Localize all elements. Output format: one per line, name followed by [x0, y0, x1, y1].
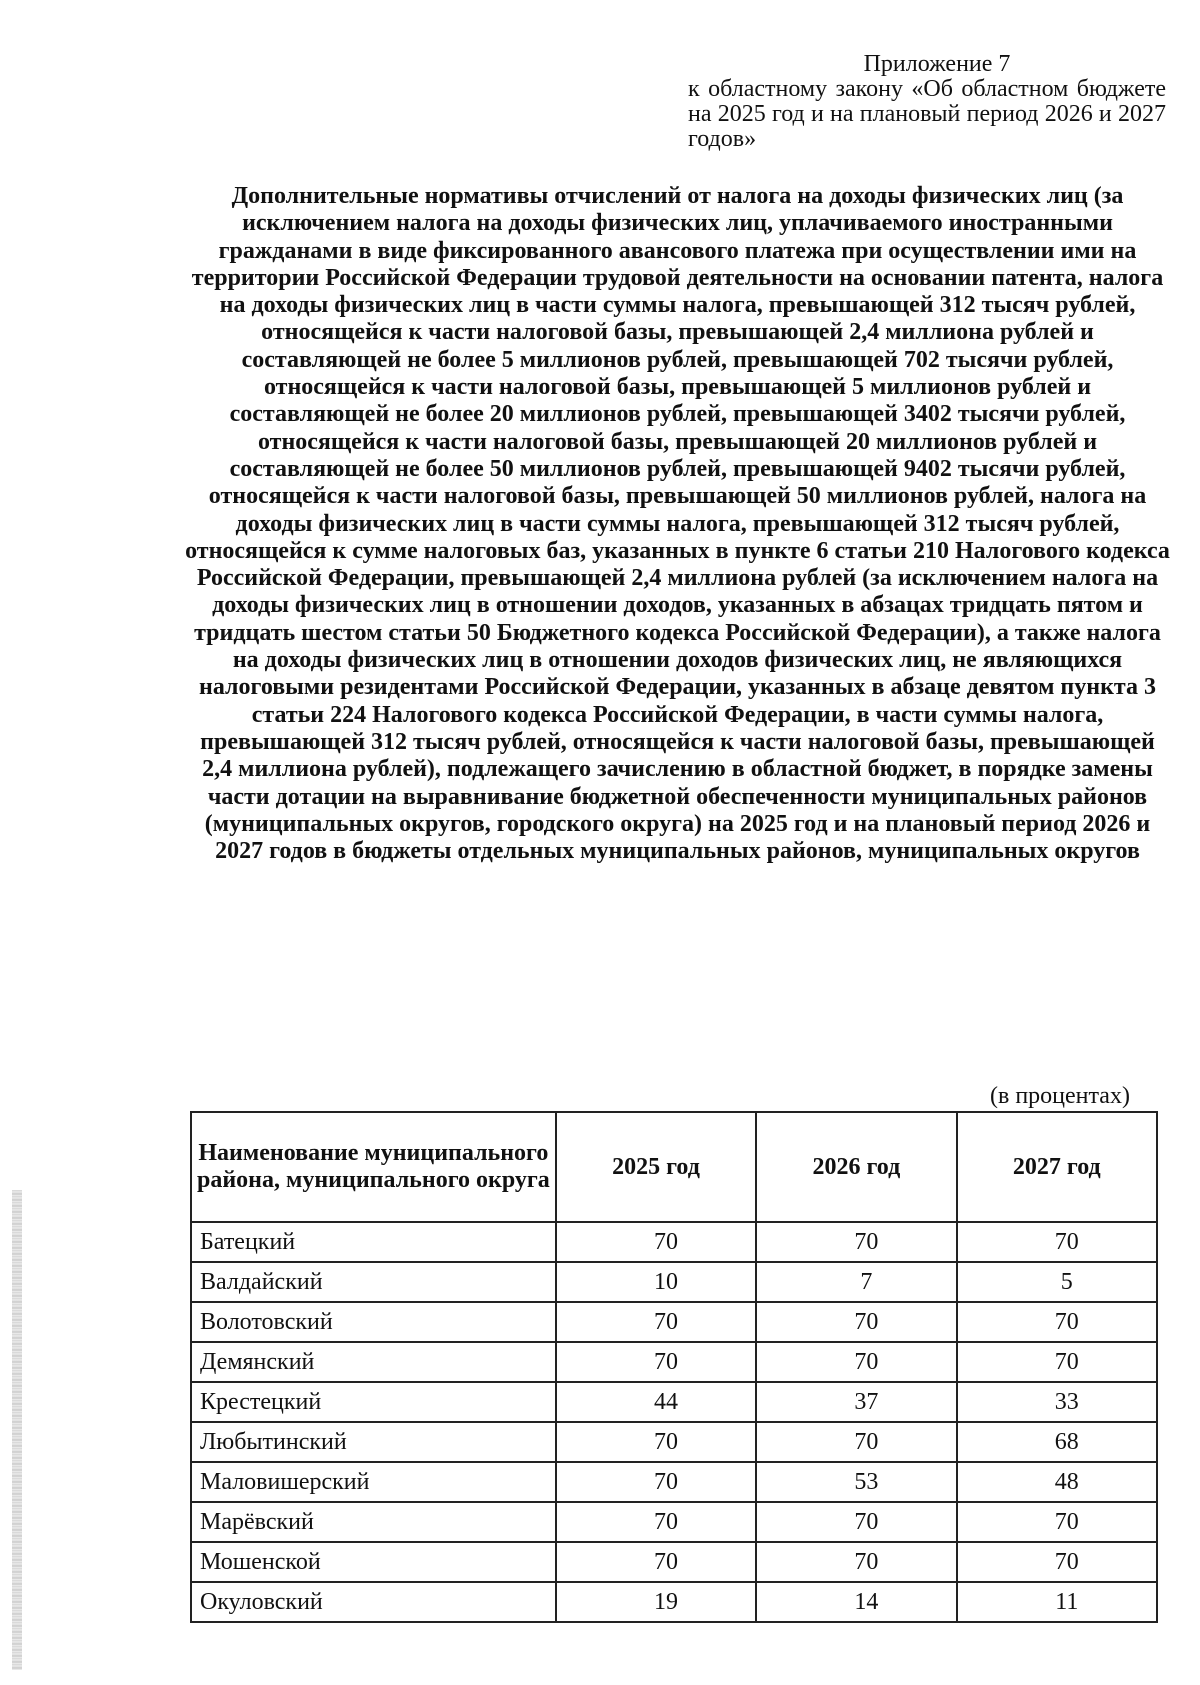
- value-2026: 70: [756, 1222, 956, 1262]
- header-year-2026: 2026 год: [756, 1112, 956, 1222]
- district-name: Крестецкий: [191, 1382, 556, 1422]
- value-2026: 14: [756, 1582, 956, 1622]
- table-row: [191, 1542, 1157, 1582]
- appendix-number: Приложение 7: [863, 51, 1011, 77]
- table-row: [191, 1222, 1157, 1262]
- district-name: Марёвский: [191, 1502, 556, 1542]
- table-row: [191, 1302, 1157, 1342]
- value-2025: 19: [556, 1582, 756, 1622]
- district-name: Маловишерский: [191, 1462, 556, 1502]
- district-name: Мошенской: [191, 1542, 556, 1582]
- unit-note: (в процентах): [990, 1083, 1130, 1109]
- value-2025: 70: [556, 1542, 756, 1582]
- table-row: [191, 1342, 1157, 1382]
- district-name: Волотовский: [191, 1302, 556, 1342]
- value-2026: 70: [756, 1342, 956, 1382]
- district-name: Демянский: [191, 1342, 556, 1382]
- norms-table: [190, 1111, 1158, 1623]
- district-name: Окуловский: [191, 1582, 556, 1622]
- value-2026: 7: [756, 1262, 956, 1302]
- table-row: [191, 1502, 1157, 1542]
- value-2027: 11: [957, 1582, 1157, 1622]
- value-2026: 70: [756, 1502, 956, 1542]
- appendix-header: [688, 52, 1166, 152]
- value-2026: 70: [756, 1542, 956, 1582]
- value-2025: 70: [556, 1302, 756, 1342]
- table-row: [191, 1462, 1157, 1502]
- table-row: [191, 1422, 1157, 1462]
- header-district-name: Наименование муниципального района, муниципального округа: [191, 1112, 556, 1222]
- value-2027: 70: [957, 1502, 1157, 1542]
- value-2027: 70: [957, 1222, 1157, 1262]
- value-2025: 70: [556, 1222, 756, 1262]
- value-2027: 5: [957, 1262, 1157, 1302]
- value-2025: 70: [556, 1422, 756, 1462]
- table-header-row: [191, 1112, 1157, 1222]
- value-2027: 70: [957, 1342, 1157, 1382]
- value-2027: 70: [957, 1302, 1157, 1342]
- scan-edge-artifact: [12, 1190, 22, 1670]
- header-year-2027: 2027 год: [957, 1112, 1157, 1222]
- district-name: Любытинский: [191, 1422, 556, 1462]
- document-title: Дополнительные нормативы отчислений от налога на доходы физических лиц (за исключением налога на доходы физических лиц, уплачиваемого иностранными гражданами в виде фиксированного авансового платежа при осуществлении ими на территории Российской Федерации трудовой деятельности на основании патента, налога на доходы физических лиц в части суммы налога, превышающей 312 тысяч рублей, относящейся к части налоговой базы, превышающей 2,4 миллиона рублей и составляющей не более 5 миллионов рублей, превышающей 702 тысячи рублей, относящейся к части налоговой базы, превышающей 5 миллионов рублей и составляющей не более 20 миллионов рублей, превышающей 3402 тысячи рублей, относящейся к части налоговой базы, превышающей 20 миллионов рублей и составляющей не более 50 миллионов рублей, превышающей 9402 тысячи рублей, относящейся к части налоговой базы, превышающей 50 миллионов рублей, налога на доходы физических лиц в части суммы налога, превышающей 312 тысяч рублей, относящейся к сумме налоговых баз, указанных в пункте 6 статьи 210 Налогового кодекса Российской Федерации, превышающей 2,4 миллиона рублей (за исключением налога на доходы физических лиц в отношении доходов, указанных в абзацах тридцать пятом и тридцать шестом статьи 50 Бюджетного кодекса Российской Федерации), а также налога на доходы физических лиц в отношении доходов физических лиц, не являющихся налоговыми резидентами Российской Федерации, указанных в абзаце девятом пункта 3 статьи 224 Налогового кодекса Российской Федерации, в части суммы налога, превышающей 312 тысяч рублей, относящейся к части налоговой базы, превышающей 2,4 миллиона рублей), подлежащего зачислению в областной бюджет, в порядке замены части дотации на выравнивание бюджетной обеспеченности муниципальных районов (муниципальных округов, городского округа) на 2025 год и на плановый период 2026 и 2027 годов в бюджеты отдельных муниципальных районов, муниципальных округов: [185, 183, 1170, 865]
- value-2027: 68: [957, 1422, 1157, 1462]
- value-2025: 70: [556, 1502, 756, 1542]
- value-2025: 10: [556, 1262, 756, 1302]
- value-2026: 37: [756, 1382, 956, 1422]
- value-2027: 48: [957, 1462, 1157, 1502]
- value-2025: 44: [556, 1382, 756, 1422]
- value-2027: 33: [957, 1382, 1157, 1422]
- table-row: [191, 1262, 1157, 1302]
- value-2027: 70: [957, 1542, 1157, 1582]
- value-2025: 70: [556, 1342, 756, 1382]
- district-name: Валдайский: [191, 1262, 556, 1302]
- value-2026: 70: [756, 1422, 956, 1462]
- district-name: Батецкий: [191, 1222, 556, 1262]
- value-2026: 53: [756, 1462, 956, 1502]
- table-row: [191, 1382, 1157, 1422]
- table-row: [191, 1582, 1157, 1622]
- appendix-law-reference: к областному закону «Об областном бюджете на 2025 год и на плановый период 2026 и 2027 годов»: [688, 76, 1166, 152]
- value-2025: 70: [556, 1462, 756, 1502]
- header-year-2025: 2025 год: [556, 1112, 756, 1222]
- value-2026: 70: [756, 1302, 956, 1342]
